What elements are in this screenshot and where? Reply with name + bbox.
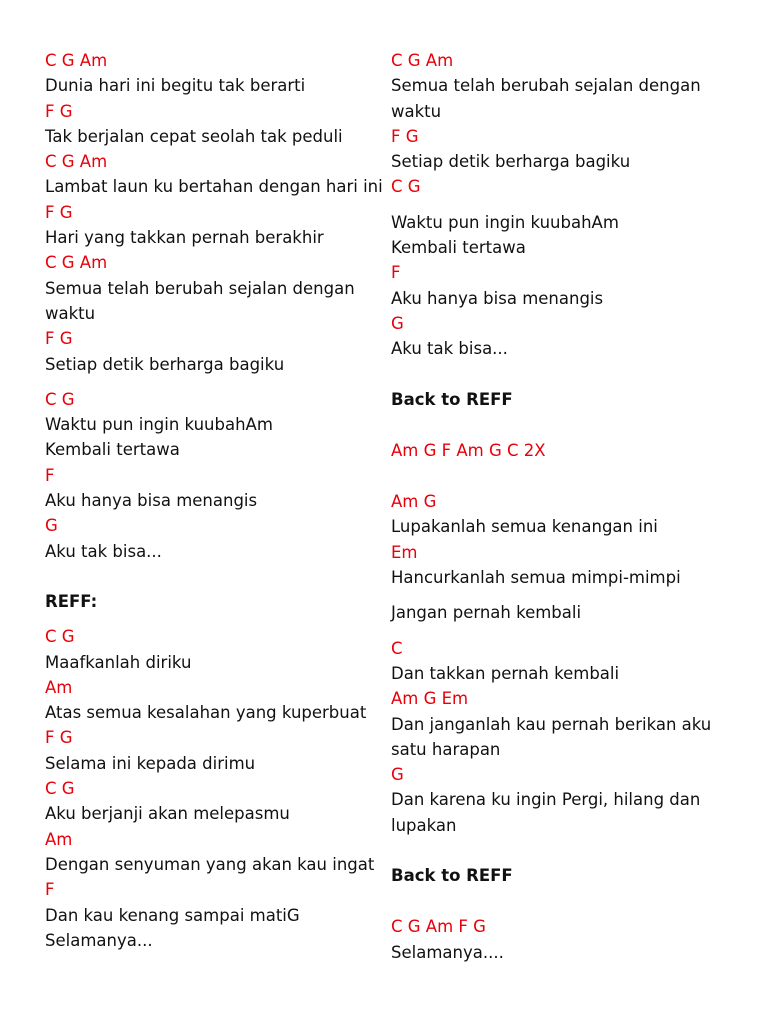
lyric-line: Atas semua kesalahan yang kuperbuat <box>45 703 367 723</box>
lyric-line: Hari yang takkan pernah berakhir <box>45 228 324 248</box>
lyric-line: Selama ini kepada dirimu <box>45 753 256 773</box>
lyric-line: Kembali tertawa <box>45 440 180 460</box>
lyric-line: Dan kau kenang sampai matiG <box>45 905 300 925</box>
section-heading: REFF: <box>45 591 98 611</box>
chord-line: C G <box>391 177 421 197</box>
lyric-line: Dan karena ku ingin Pergi, hilang dan <box>391 790 701 810</box>
chord-line: C G Am F G <box>391 917 486 937</box>
lyric-line: Semua telah berubah sejalan dengan <box>45 278 355 298</box>
lyric-line: Aku berjanji akan melepasmu <box>45 804 290 824</box>
lyric-line: Dan janganlah kau pernah berikan aku <box>391 714 712 734</box>
lyric-line: lupakan <box>391 815 457 835</box>
chord-line: C G Am <box>391 51 454 70</box>
lyric-line: Semua telah berubah sejalan dengan <box>391 76 701 96</box>
lyric-line: Aku tak bisa... <box>391 339 508 359</box>
lyric-line: Waktu pun ingin kuubahAm <box>45 415 273 435</box>
chord-line: Am G F Am G C 2X <box>391 440 546 460</box>
chord-line: F <box>45 880 55 900</box>
chord-line: C G Am <box>45 253 108 273</box>
chord-line: C G Am <box>45 152 108 172</box>
lyric-line: Setiap detik berharga bagiku <box>391 152 631 172</box>
chord-line: F G <box>45 202 73 222</box>
chord-line: F G <box>45 329 73 349</box>
chord-line: Am G Em <box>391 689 469 709</box>
chord-line: Em <box>391 542 418 562</box>
chord-line: Am <box>45 677 73 697</box>
lyric-line: Tak berjalan cepat seolah tak peduli <box>45 126 343 146</box>
lyric-line: Aku hanya bisa menangis <box>391 288 604 308</box>
chord-line: C <box>391 638 403 658</box>
chord-line: F G <box>45 728 73 748</box>
section-heading: Back to REFF <box>391 389 513 409</box>
lyric-line: Dengan senyuman yang akan kau ingat <box>45 854 375 874</box>
left-column <box>45 48 385 953</box>
lyric-line: Kembali tertawa <box>391 238 526 258</box>
chord-line: Am G <box>391 492 437 512</box>
chord-line: C G <box>45 627 75 647</box>
lyric-line: waktu <box>45 303 96 323</box>
section-heading: Back to REFF <box>391 866 513 886</box>
lyric-line: Dunia hari ini begitu tak berarti <box>45 76 306 96</box>
lyric-line: Aku hanya bisa menangis <box>45 491 258 511</box>
lyric-line: waktu <box>391 101 442 121</box>
lyric-line: Waktu pun ingin kuubahAm <box>391 212 619 232</box>
chord-line: C G Am <box>45 51 108 70</box>
lyric-line: Selamanya... <box>45 930 153 950</box>
chord-line: C G <box>45 389 75 409</box>
chord-line: G <box>45 516 58 536</box>
chord-line: Am <box>45 829 73 849</box>
lyric-line: Jangan pernah kembali <box>391 603 582 623</box>
chord-line: F G <box>391 126 419 146</box>
lyric-line: Lupakanlah semua kenangan ini <box>391 517 658 537</box>
chord-line: G <box>391 313 404 333</box>
lyric-line: satu harapan <box>391 739 501 759</box>
lyric-line: Maafkanlah diriku <box>45 652 192 672</box>
right-column <box>391 48 721 965</box>
lyric-line: Lambat laun ku bertahan dengan hari ini <box>45 177 383 197</box>
chord-line: F G <box>45 101 73 121</box>
chord-line: F <box>391 263 401 283</box>
chord-line: C G <box>45 779 75 799</box>
lyric-line: Aku tak bisa... <box>45 541 162 561</box>
lyric-line: Setiap detik berharga bagiku <box>45 354 285 374</box>
chord-line: G <box>391 765 404 785</box>
chord-line: F <box>45 465 55 485</box>
lyric-line: Dan takkan pernah kembali <box>391 663 620 683</box>
lyric-line: Selamanya.... <box>391 942 504 962</box>
lyric-line: Hancurkanlah semua mimpi-mimpi <box>391 568 681 588</box>
